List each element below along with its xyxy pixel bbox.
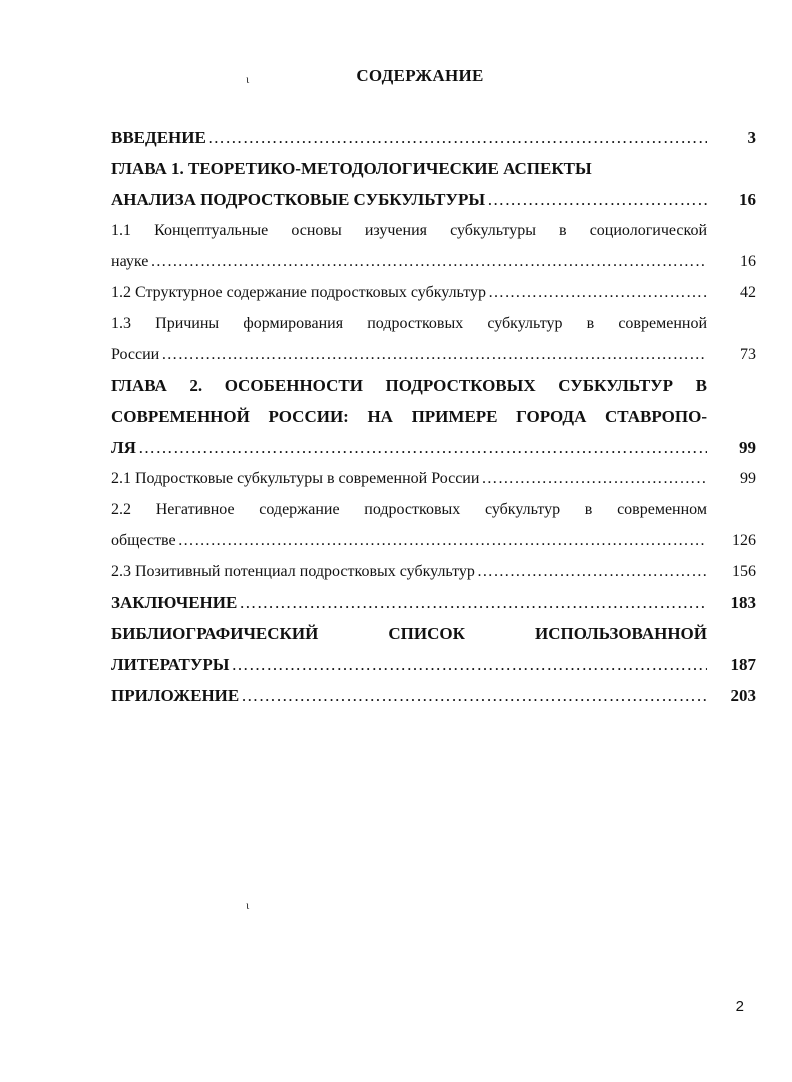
- toc-entry-title: 1.1 Концептуальные основы изучения субкультуры в социологической: [111, 222, 707, 239]
- toc-entry-title: ГЛАВА 1. ТЕОРЕТИКО-МЕТОДОЛОГИЧЕСКИЕ АСПЕКТЫ: [111, 159, 592, 178]
- toc-entry-title: 2.3 Позитивный потенциал подростковых субкультур: [111, 563, 475, 580]
- toc-entry-title: СОВРЕМЕННОЙ РОССИИ: НА ПРИМЕРЕ ГОРОДА СТАВРОПО-: [111, 407, 707, 426]
- toc-entry[interactable]: [111, 649, 756, 680]
- toc-entry-page: 42: [740, 284, 756, 301]
- toc-entry[interactable]: [111, 680, 756, 711]
- toc-entry-title: обществе: [111, 532, 176, 549]
- toc-entry-page: 183: [730, 593, 756, 612]
- toc-entry[interactable]: [111, 246, 756, 277]
- stray-mark: ι: [246, 898, 250, 912]
- toc-entry[interactable]: [111, 277, 756, 308]
- toc-entry-page: 126: [732, 532, 756, 549]
- toc-entry-title: 2.2 Негативное содержание подростковых субкультур в современном: [111, 501, 707, 518]
- toc-entry[interactable]: [111, 401, 756, 432]
- toc-entry-title: БИБЛИОГРАФИЧЕСКИЙ СПИСОК ИСПОЛЬЗОВАННОЙ: [111, 624, 707, 643]
- toc-entry-page: 156: [732, 563, 756, 580]
- toc-entry-title: науке: [111, 253, 149, 270]
- toc-entry[interactable]: [111, 463, 756, 494]
- toc-entry-page: 73: [740, 346, 756, 363]
- toc-entry[interactable]: [111, 184, 756, 215]
- toc-entry-page: 16: [740, 253, 756, 270]
- toc-entry-page: 16: [739, 190, 756, 209]
- toc-entry-title: 2.1 Подростковые субкультуры в современной России: [111, 470, 480, 487]
- toc-entry-page: 187: [730, 655, 756, 674]
- toc-entry-title: АНАЛИЗА ПОДРОСТКОВЫЕ СУБКУЛЬТУРЫ: [111, 190, 486, 209]
- page-title: СОДЕРЖАНИЕ: [356, 66, 484, 85]
- toc-entry[interactable]: [111, 525, 756, 556]
- stray-mark: ι: [246, 72, 250, 86]
- toc-entry[interactable]: [111, 370, 756, 401]
- toc-entry-title: ЛЯ: [111, 438, 136, 457]
- toc-entry-title: ВВЕДЕНИЕ: [111, 128, 206, 147]
- toc-entry[interactable]: [111, 618, 756, 649]
- toc-entry[interactable]: [111, 339, 756, 370]
- page-number: 2: [735, 998, 744, 1015]
- toc-entry-title: ЗАКЛЮЧЕНИЕ: [111, 593, 238, 612]
- toc-entry[interactable]: [111, 556, 756, 587]
- table-of-contents: [111, 122, 756, 711]
- toc-entry-title: 1.3 Причины формирования подростковых субкультур в современной: [111, 315, 707, 332]
- toc-entry[interactable]: [111, 432, 756, 463]
- toc-entry-title: ГЛАВА 2. ОСОБЕННОСТИ ПОДРОСТКОВЫХ СУБКУЛЬТУР В: [111, 376, 707, 395]
- toc-entry[interactable]: [111, 587, 756, 618]
- toc-entry-page: 203: [730, 686, 756, 705]
- toc-entry[interactable]: [111, 215, 756, 246]
- toc-entry[interactable]: [111, 122, 756, 153]
- toc-entry-title: 1.2 Структурное содержание подростковых субкультур: [111, 284, 487, 301]
- toc-entry-page: 99: [739, 438, 756, 457]
- toc-entry-title: ПРИЛОЖЕНИЕ: [111, 686, 240, 705]
- toc-entry-page: 99: [740, 470, 756, 487]
- toc-entry[interactable]: [111, 494, 756, 525]
- toc-entry[interactable]: [111, 308, 756, 339]
- toc-entry[interactable]: [111, 153, 756, 184]
- toc-entry-title: России: [111, 346, 160, 363]
- toc-entry-title: ЛИТЕРАТУРЫ: [111, 655, 230, 674]
- toc-entry-page: 3: [747, 128, 756, 147]
